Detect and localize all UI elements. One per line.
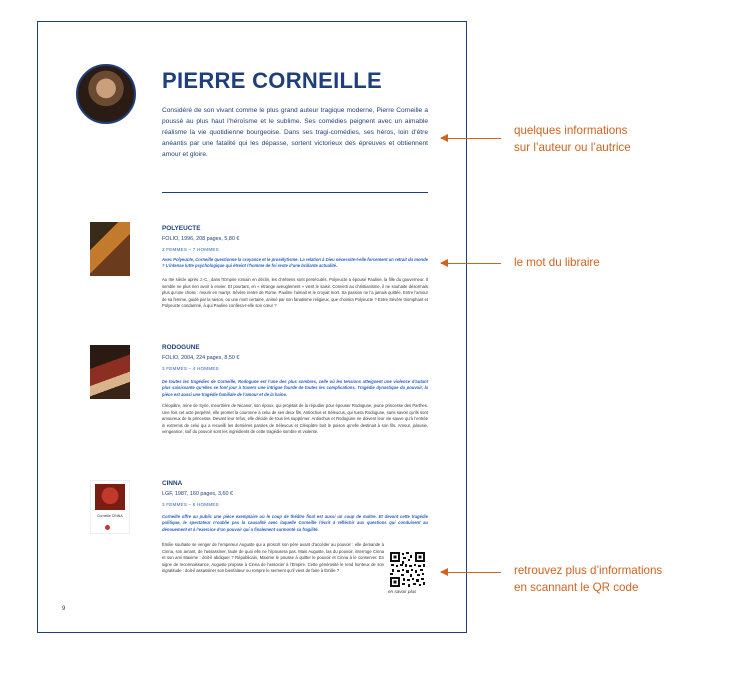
annotation-line: quelques informations bbox=[514, 124, 628, 137]
book-cast: 3 FEMMES – 4 HOMMES bbox=[162, 366, 219, 371]
annotation-line: en scannant le QR code bbox=[514, 581, 639, 594]
author-portrait bbox=[76, 64, 136, 124]
arrow-left-icon bbox=[441, 572, 501, 573]
book-cast: 2 FEMMES – 7 HOMMES bbox=[162, 247, 219, 252]
qr-code[interactable] bbox=[390, 552, 425, 587]
bookseller-note: De toutes les tragédies de Corneille, Rodogune est l’une des plus sombres, celle où les tensions atteignent une violence d’autant plus saisissante qu’elles se font jour à travers une intrigue fourde de toutes les complications. Tragédie dynastique du pouvoir, la pièce est aussi une tragédie familiale de l’amour et de la haine. bbox=[162, 379, 428, 397]
book-summary: Cléopâtre, reine de Syrie, meurtrière de Nicanor, son époux, qui projetait de la répudier pour épouser Rodogune, jeune princesse des Parthes. Une fois cet acte perpétré, elle promet la couronne à celui de ses deux fils, Antiochus et Séleucus, qui tuera Rodogune, sans savoir qu’ils sont amoureux de la princesse. Devant leur refus, elle décide de tous les supprimer. Antiochus et Rodogune ne doivent leur vie sauve qu’à l’entrée in extremis de celui qui a recueilli les dernières paroles de Séleucus et Cléopâtre boit le poison qu’elle destinait à son fils. Amour, jalousie, vengeance, soif du pouvoir sont les ingrédients de cette tragédie sombre et violente. bbox=[162, 403, 428, 434]
author-bio: Considéré de son vivant comme le plus grand auteur tragique moderne, Pierre Corneille a poussé au plus haut l’héroïsme et le sublime. Ses comédies peignent avec un aimable réalisme la vie quotidienne bourgeoise. Dans ses tragi-comédies, ses héros, loin d’être anéantis par une fatalité qui les dépasse, sortent victorieux des épreuves et obtiennent amour et gloire. bbox=[162, 107, 428, 158]
book-cast: 3 FEMMES – 6 HOMMES bbox=[162, 502, 219, 507]
author-name: PIERRE CORNEILLE bbox=[162, 68, 382, 93]
book-cover: Corneille CINNA bbox=[90, 480, 130, 534]
book-publisher: FOLIO, 2004, 224 pages, 8,50 € bbox=[162, 355, 240, 361]
bookseller-note: Corneille offre au public une pièce exemplaire où le coup de théâtre final est aussi un coup de maître. Et devant cette tragédie politique, le spectateur n’oublie pas la causalité avec laquelle Corneille l’écrit à réfléchir aux questions qui conduisent au dénouement et à l’exercice d’un pouvoir qui a finalement surmonté sa fragilité. bbox=[162, 514, 428, 532]
divider bbox=[162, 192, 428, 193]
annotation-qr-info bbox=[514, 562, 662, 596]
book-title: POLYEUCTE bbox=[162, 225, 201, 232]
book-cover bbox=[90, 345, 130, 399]
book-summary: Au IIIe siècle après J.-C., dans l’Empire romain en déclin, les chrétiens sont persécutés. Polyeucte a épousé Pauline, la fille du gouverneur. Il semble ne plus rien avoir à envier. Et pourtant, en « étrange aveuglement » vient le saisir. Converti au christianisme, il ne souhaite désormais plus qu’une chose : mourir en martyr. Sévère rentre de Rome. Pauline l’aimait et le croyait mort. Sa passion ne l’a jamais quittée. Entre l’amour de sa femme, guidé par la raison, ou une mort certaine, animé par son fanatisme religieux, que choisira Polyeucte ? Entre Sévère triomphant et Polyeucte condamné, à qui Pauline confiera-t-elle son cœur ? bbox=[162, 277, 428, 308]
book-publisher: FOLIO, 1996, 208 pages, 5,80 € bbox=[162, 236, 240, 242]
book-title: CINNA bbox=[162, 480, 183, 487]
book-title: RODOGUNE bbox=[162, 344, 200, 351]
book-cover bbox=[90, 222, 130, 276]
qr-caption: en savoir plus bbox=[388, 589, 417, 594]
book-summary: Émilie souhaite se venger de l’empereur Auguste qui a proscrit son père avant d’accéder au pouvoir : elle demande à Cinna, son amant, de l’assassiner, faute de quoi elle ne l’épousera pas. Mais Auguste, las du pouvoir, interroge Cinna et son ami Maxime : doit-il abdiquer ? Républicain, Maxime le pousse à quitter le pouvoir et Cinna à le conserver. En signe de reconnaissance, Auguste propose à Cinna de l’associer à l’Empire. Cette générosité le rend honteux de son ingratitude : doit-il assassiner son bienfaiteur ou rompre le serment qu’il vient de faire à Émilie ? bbox=[162, 542, 384, 573]
bookseller-note: Avec Polyeucte, Corneille questionne la croyance et le prosélytisme. La relation à Dieu nécessite-t-elle forcement un retrait du monde ? L’intense lutte psychologique qui étreint l’homme de foi reste d’une brûlante actualité. bbox=[162, 257, 428, 269]
book-publisher: LGF, 1987, 160 pages, 3,60 € bbox=[162, 491, 234, 497]
catalog-page bbox=[37, 21, 467, 633]
annotation-line: sur l’auteur ou l’autrice bbox=[514, 141, 631, 154]
annotation-line: retrouvez plus d’informations bbox=[514, 564, 663, 577]
page-number: 9 bbox=[62, 606, 66, 612]
annotation-bookseller-note: le mot du libraire bbox=[514, 256, 600, 269]
arrow-left-icon bbox=[441, 263, 501, 264]
annotation-author-info bbox=[514, 122, 631, 156]
arrow-left-icon bbox=[441, 138, 501, 139]
